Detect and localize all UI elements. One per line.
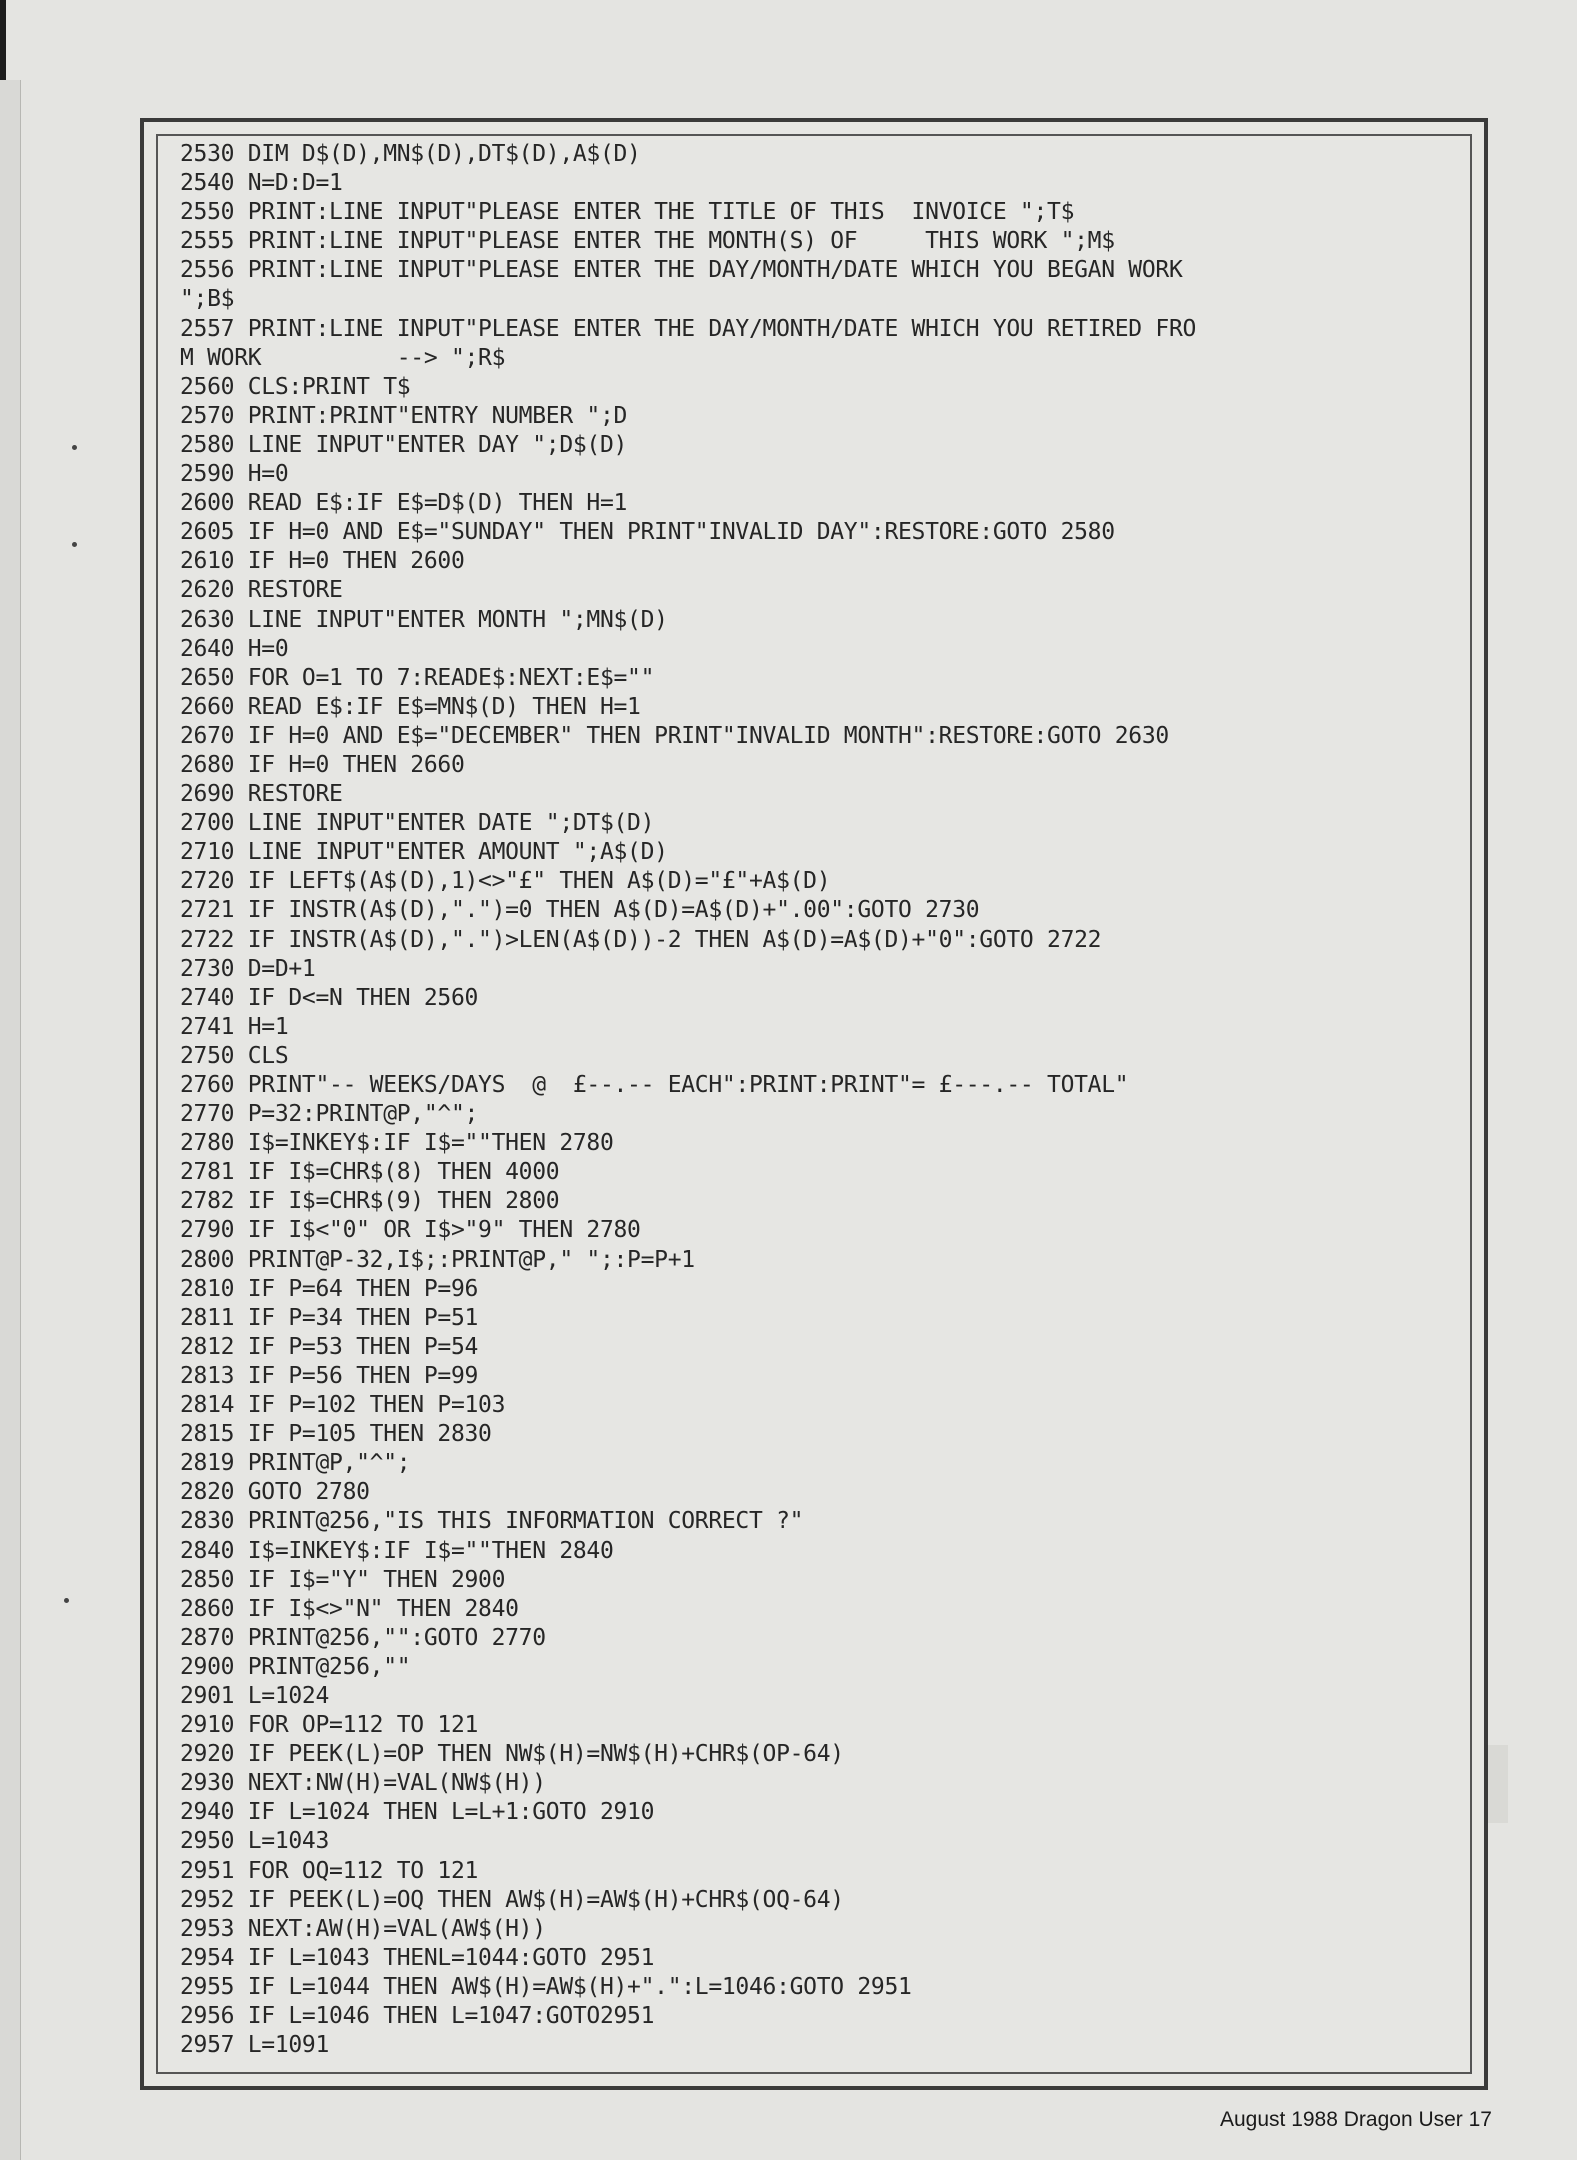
code-line: 2555 PRINT:LINE INPUT"PLEASE ENTER THE MONTH(S) OF THIS WORK ";M$ xyxy=(180,228,1115,255)
code-line: 2550 PRINT:LINE INPUT"PLEASE ENTER THE TITLE OF THIS INVOICE ";T$ xyxy=(180,199,1075,226)
code-line: 2930 NEXT:NW(H)=VAL(NW$(H)) xyxy=(180,1770,546,1797)
code-line: 2790 IF I$<"0" OR I$>"9" THEN 2780 xyxy=(180,1217,641,1244)
code-line: 2900 PRINT@256,"" xyxy=(180,1653,411,1680)
code-line: 2720 IF LEFT$(A$(D),1)<>"£" THEN A$(D)="£"+A$(D) xyxy=(180,868,831,895)
code-line: 2800 PRINT@P-32,I$;:PRINT@P," ";:P=P+1 xyxy=(180,1246,695,1273)
code-line: 2610 IF H=0 THEN 2600 xyxy=(180,548,465,575)
code-line: 2813 IF P=56 THEN P=99 xyxy=(180,1362,479,1389)
code-line: 2722 IF INSTR(A$(D),".")>LEN(A$(D))-2 THEN A$(D)=A$(D)+"0":GOTO 2722 xyxy=(180,926,1102,953)
code-line: 2815 IF P=105 THEN 2830 xyxy=(180,1421,492,1448)
page-folio: August 1988 Dragon User 17 xyxy=(1219,2108,1492,2131)
code-line: 2814 IF P=102 THEN P=103 xyxy=(180,1392,506,1419)
margin-mark xyxy=(72,542,77,547)
code-line: 2812 IF P=53 THEN P=54 xyxy=(180,1333,479,1360)
code-line: 2760 PRINT"-- WEEKS/DAYS @ £--.-- EACH":PRINT:PRINT"= £---.-- TOTAL" xyxy=(180,1072,1129,1098)
margin-mark xyxy=(72,445,77,450)
code-line: 2750 CLS xyxy=(180,1042,289,1069)
code-line: 2590 H=0 xyxy=(180,461,289,488)
code-line: 2605 IF H=0 AND E$="SUNDAY" THEN PRINT"INVALID DAY":RESTORE:GOTO 2580 xyxy=(180,519,1115,546)
code-line: 2952 IF PEEK(L)=OQ THEN AW$(H)=AW$(H)+CHR$(OQ-64) xyxy=(180,1886,844,1913)
code-line: 2953 NEXT:AW(H)=VAL(AW$(H)) xyxy=(180,1915,546,1942)
code-line: 2860 IF I$<>"N" THEN 2840 xyxy=(180,1595,519,1622)
code-line: 2630 LINE INPUT"ENTER MONTH ";MN$(D) xyxy=(180,606,668,633)
code-line: 2954 IF L=1043 THENL=1044:GOTO 2951 xyxy=(180,1944,655,1971)
code-line: 2721 IF INSTR(A$(D),".")=0 THEN A$(D)=A$(D)+".00":GOTO 2730 xyxy=(180,897,980,924)
code-line: 2650 FOR O=1 TO 7:READE$:NEXT:E$="" xyxy=(180,664,655,691)
code-line: 2901 L=1024 xyxy=(180,1682,330,1709)
code-line: 2781 IF I$=CHR$(8) THEN 4000 xyxy=(180,1159,560,1186)
code-line: 2680 IF H=0 THEN 2660 xyxy=(180,751,465,778)
code-line: 2700 LINE INPUT"ENTER DATE ";DT$(D) xyxy=(180,810,655,837)
code-line: 2819 PRINT@P,"^"; xyxy=(180,1450,411,1477)
code-line: 2556 PRINT:LINE INPUT"PLEASE ENTER THE DAY/MONTH/DATE WHICH YOU BEGAN WORK xyxy=(180,257,1183,284)
code-line: 2730 D=D+1 xyxy=(180,955,316,982)
code-line: 2600 READ E$:IF E$=D$(D) THEN H=1 xyxy=(180,490,628,517)
code-line: 2870 PRINT@256,"":GOTO 2770 xyxy=(180,1624,546,1651)
code-line: 2580 LINE INPUT"ENTER DAY ";D$(D) xyxy=(180,431,628,458)
code-line: 2830 PRINT@256,"IS THIS INFORMATION CORRECT ?" xyxy=(180,1508,804,1535)
program-listing xyxy=(180,140,1474,2060)
code-line: 2620 RESTORE xyxy=(180,577,343,604)
code-line: 2840 I$=INKEY$:IF I$=""THEN 2840 xyxy=(180,1537,614,1564)
code-line: 2920 IF PEEK(L)=OP THEN NW$(H)=NW$(H)+CHR$(OP-64) xyxy=(180,1741,844,1768)
code-line: 2740 IF D<=N THEN 2560 xyxy=(180,984,479,1011)
code-line: 2690 RESTORE xyxy=(180,781,343,808)
code-line: 2557 PRINT:LINE INPUT"PLEASE ENTER THE DAY/MONTH/DATE WHICH YOU RETIRED FRO xyxy=(180,315,1197,342)
code-line: 2710 LINE INPUT"ENTER AMOUNT ";A$(D) xyxy=(180,839,668,866)
code-line: 2560 CLS:PRINT T$ xyxy=(180,373,411,400)
code-line: 2951 FOR OQ=112 TO 121 xyxy=(180,1857,479,1884)
code-line: 2950 L=1043 xyxy=(180,1828,330,1855)
code-line: 2910 FOR OP=112 TO 121 xyxy=(180,1712,479,1739)
code-line: 2570 PRINT:PRINT"ENTRY NUMBER ";D xyxy=(180,402,628,429)
code-line: 2782 IF I$=CHR$(9) THEN 2800 xyxy=(180,1188,560,1215)
code-line: 2770 P=32:PRINT@P,"^"; xyxy=(180,1101,479,1128)
code-line: 2810 IF P=64 THEN P=96 xyxy=(180,1275,479,1302)
code-line: 2850 IF I$="Y" THEN 2900 xyxy=(180,1566,506,1593)
code-line: 2670 IF H=0 AND E$="DECEMBER" THEN PRINT"INVALID MONTH":RESTORE:GOTO 2630 xyxy=(180,722,1169,749)
code-line: 2741 H=1 xyxy=(180,1013,289,1040)
program-listing-box xyxy=(140,118,1488,2090)
code-line: M WORK --> ";R$ xyxy=(180,344,506,371)
code-line: 2660 READ E$:IF E$=MN$(D) THEN H=1 xyxy=(180,693,641,720)
code-line: 2540 N=D:D=1 xyxy=(180,170,343,197)
code-line: 2640 H=0 xyxy=(180,635,289,662)
previous-page-edge xyxy=(0,80,21,2160)
code-line: 2820 GOTO 2780 xyxy=(180,1479,370,1506)
code-line: 2940 IF L=1024 THEN L=L+1:GOTO 2910 xyxy=(180,1799,655,1826)
code-line: ";B$ xyxy=(180,286,235,313)
code-line: 2530 DIM D$(D),MN$(D),DT$(D),A$(D) xyxy=(180,141,641,167)
code-line: 2956 IF L=1046 THEN L=1047:GOTO2951 xyxy=(180,2003,655,2029)
code-line: 2955 IF L=1044 THEN AW$(H)=AW$(H)+".":L=1046:GOTO 2951 xyxy=(180,1973,912,2000)
code-line: 2957 L=1091 xyxy=(180,2032,330,2059)
margin-mark xyxy=(64,1598,69,1603)
code-line: 2780 I$=INKEY$:IF I$=""THEN 2780 xyxy=(180,1130,614,1157)
code-line: 2811 IF P=34 THEN P=51 xyxy=(180,1304,479,1331)
